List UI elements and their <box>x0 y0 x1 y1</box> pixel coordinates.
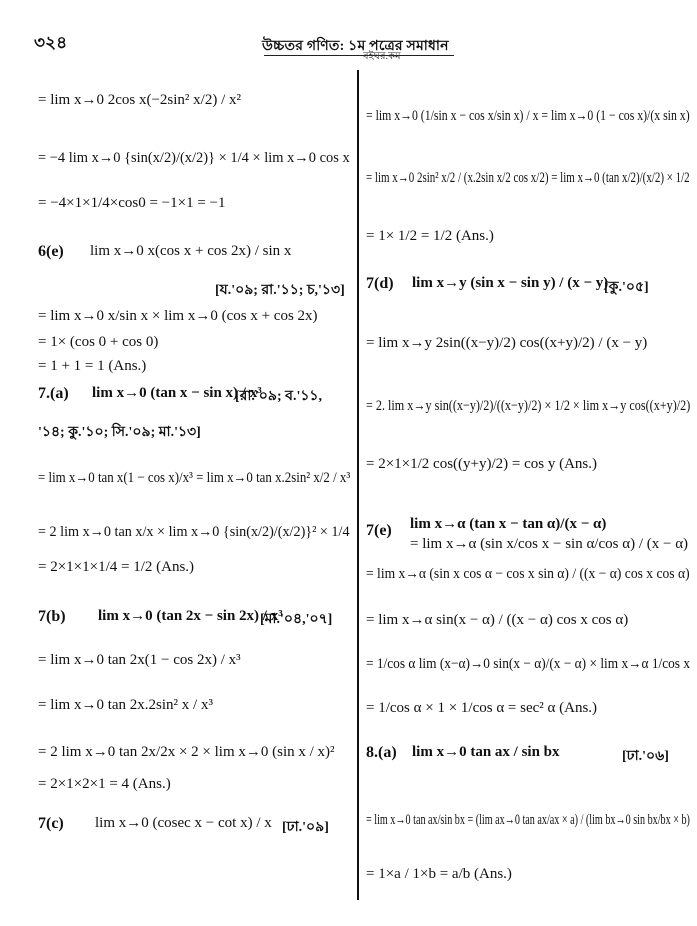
header-rule <box>264 55 454 56</box>
equation-line: = 1/cos α × 1 × 1/cos α = sec² α (Ans.) <box>366 700 598 716</box>
source-citation: [কু.'০৫] <box>604 280 649 295</box>
problem-expression: lim x→0 tan ax / sin bx <box>412 744 560 760</box>
equation-line: = lim x→0 (1/sin x − cos x/sin x) / x = lim x→0 (1 − cos x)/(x sin x) <box>366 108 690 124</box>
problem-label: 7(e) <box>366 522 392 539</box>
equation-line: = 1/cos α lim (x−α)→0 sin(x − α)/(x − α) × lim x→α 1/cos x <box>366 656 691 672</box>
equation-line: = lim x→y 2sin((x−y)/2) cos((x+y)/2) / (x − y) <box>366 335 648 351</box>
equation-line: = 2 lim x→0 tan x/x × lim x→0 {sin(x/2)/(x/2)}² × 1/4 <box>38 524 350 540</box>
source-citation: [য.'০৯; রা.'১১; চ,'১৩] <box>215 283 345 298</box>
equation-line: = −4×1×1/4×cos0 = −1×1 = −1 <box>38 195 226 211</box>
equation-line: = lim x→α (sin x cos α − cos x sin α) / ((x − α) cos x cos α) <box>366 566 690 582</box>
column-divider <box>357 70 359 900</box>
source-citation: [ঢা.'০৯] <box>282 820 329 835</box>
equation-line: = lim x→α (sin x/cos x − sin α/cos α) / (x − α) <box>410 536 689 552</box>
source-citation: '১৪; কু.'১০; সি.'০৯; মা.'১৩] <box>38 425 201 440</box>
problem-label: 7(c) <box>38 815 64 832</box>
page-number: ৩২৪ <box>34 33 68 52</box>
problem-label: 7(d) <box>366 275 394 292</box>
equation-line: = 1 + 1 = 1 (Ans.) <box>38 358 147 374</box>
equation-line: = 2 lim x→0 tan 2x/2x × 2 × lim x→0 (sin x / x)² <box>38 744 335 760</box>
equation-line: = −4 lim x→0 {sin(x/2)/(x/2)} × 1/4 × lim x→0 cos x <box>38 150 350 166</box>
problem-expression: lim x→0 (tan x − sin x) / x³ <box>92 385 262 401</box>
problem-expression: lim x→0 (tan 2x − sin 2x) / x³ <box>98 608 283 624</box>
equation-line: = 2×1×1/2 cos((y+y)/2) = cos y (Ans.) <box>366 456 598 472</box>
problem-expression: lim x→y (sin x − sin y) / (x − y) <box>412 275 609 291</box>
equation-line: = lim x→0 tan ax/sin bx = (lim ax→0 tan ax/ax × a) / (lim bx→0 sin bx/bx × b) <box>366 812 690 828</box>
equation-line: = 1× (cos 0 + cos 0) <box>38 334 159 350</box>
equation-line: = 2×1×2×1 = 4 (Ans.) <box>38 776 171 792</box>
watermark: বইঘর.কম <box>363 51 401 62</box>
problem-label: 6(e) <box>38 243 64 260</box>
equation-line: = 1×a / 1×b = a/b (Ans.) <box>366 866 512 882</box>
problem-label: 7.(a) <box>38 385 69 402</box>
equation-line: = lim x→0 2cos x(−2sin² x/2) / x² <box>38 92 241 108</box>
source-citation: [মা.'০৪,'০৭] <box>260 612 333 627</box>
equation-line: = lim x→0 2sin² x/2 / (x.2sin x/2 cos x/2) = lim x→0 (tan x/2)/(x/2) × 1/2 <box>366 170 690 186</box>
equation-line: = 2×1×1×1/4 = 1/2 (Ans.) <box>38 559 195 575</box>
equation-line: = 1× 1/2 = 1/2 (Ans.) <box>366 228 494 244</box>
equation-line: = lim x→0 tan 2x(1 − cos 2x) / x³ <box>38 652 241 668</box>
equation-line: = lim x→α sin(x − α) / ((x − α) cos x cos α) <box>366 612 629 628</box>
equation-line: = lim x→0 tan 2x.2sin² x / x³ <box>38 697 213 713</box>
page-title: উচ্চতর গণিত: ১ম পত্রের সমাধান <box>262 39 449 54</box>
problem-expression: lim x→0 (cosec x − cot x) / x <box>95 815 272 831</box>
equation-line: = lim x→0 x/sin x × lim x→0 (cos x + cos 2x) <box>38 308 318 324</box>
source-citation: [রা.'০৯; ব.'১১, <box>235 389 323 404</box>
equation-line: = 2. lim x→y sin((x−y)/2)/((x−y)/2) × 1/2 × lim x→y cos((x+y)/2) <box>366 398 691 414</box>
problem-expression: lim x→0 x(cos x + cos 2x) / sin x <box>90 243 292 259</box>
problem-expression: lim x→α (tan x − tan α)/(x − α) <box>410 516 607 532</box>
problem-label: 8.(a) <box>366 744 397 761</box>
equation-line: = lim x→0 tan x(1 − cos x)/x³ = lim x→0 tan x.2sin² x/2 / x³ <box>38 470 351 486</box>
problem-label: 7(b) <box>38 608 66 625</box>
source-citation: [ঢা.'০৬] <box>622 749 669 764</box>
